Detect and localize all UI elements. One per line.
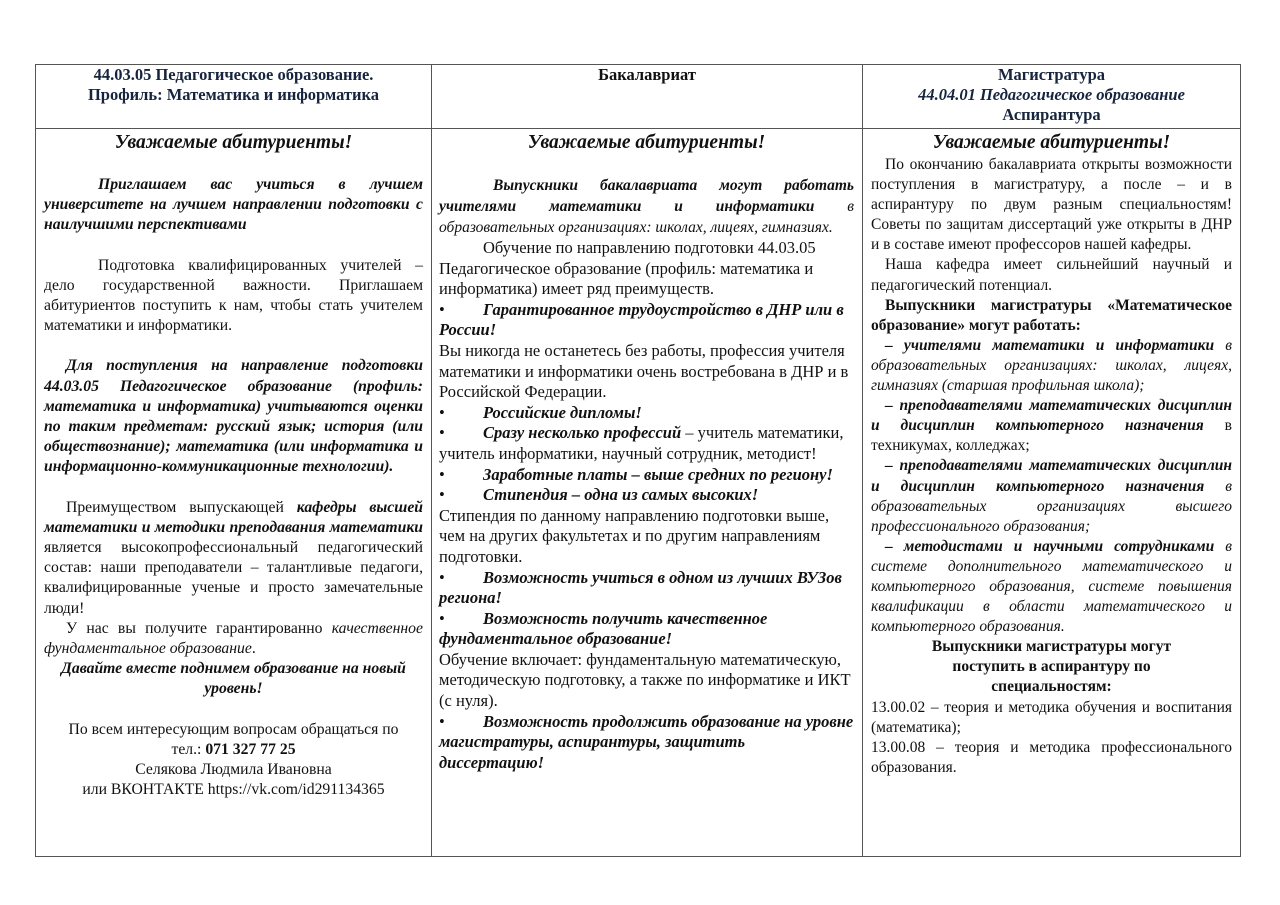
role-3-detail: в образовательных организациях высшего профессионального образования; [871,477,1232,535]
greeting-col2: Уважаемые абитуриенты! [527,132,766,153]
header-bachelor-label: Бакалавриат [598,65,696,84]
advantage-prefix: Преимуществом выпускающей [66,498,297,516]
bullet-3-content [439,423,854,464]
bullet-item-7 [439,609,854,650]
bullet-1-text: Вы никогда не останетесь без работы, профессия учителя математики и информатики очень востребована в ДНР и в Российской Федерации. [439,340,849,402]
contact-vk: или ВКОНТАКТЕ https://vk.com/id291134365 [82,781,385,799]
bullet-item-6 [439,568,854,609]
call-text: Давайте вместе поднимем образование на новый уровень! [61,660,406,698]
header-master-line3: Аспирантура [1002,105,1101,124]
greeting-col3: Уважаемые абитуриенты! [932,132,1171,153]
info-table [35,64,1241,857]
bullet-4-marker: • [439,464,445,484]
bullet-7-marker: • [439,608,445,628]
header-master-line2: 44.04.01 Педагогическое образование [918,85,1185,104]
grads-italic: в образовательных организациях: школах, лицеях, гимназиях. [439,198,854,236]
header-profile [36,65,432,129]
guarantee-italic: качественное фундаментальное образование [44,619,423,658]
grads-text [439,175,854,238]
contact-phone: 071 327 77 25 [205,740,296,758]
role-1 [871,336,1232,396]
advantage-rest: является высокопрофессиональный педагогический состав: наши преподаватели – талантливые педагоги, квалифицированные ученые и просто замечательные люди! [44,539,423,617]
training-text: Подготовка квалифицированных учителей – дело государственной важности. Приглашаем абитуриентов поступить к нам, чтобы стать учителем математики и информатики. [44,256,423,335]
contact-phone-label: тел.: [171,740,206,758]
column-master [863,129,1241,857]
potential-text: Наша кафедра имеет сильнейший научный и педагогический потенциал. [871,256,1232,294]
bullet-6-marker: • [439,567,445,587]
bullet-3-marker: • [439,423,445,443]
bullet-3-text: – учитель математики, учитель информатики, научный сотрудник, методист! [439,423,844,463]
bullet-item-2 [439,403,854,424]
grads-bold: Выпускники бакалавриата могут работать учителями математики и информатики [439,177,854,215]
specialty-2: 13.00.08 – теория и методика профессионального образования. [871,738,1232,776]
header-bachelor [432,65,863,129]
admission-text: Для поступления на направление подготовки 44.03.05 Педагогическое образование (профиль: математика и информатика) учитываются оценки по таким предметам: русский язык; история (или обществознание); математика (или информатика и информационно-коммуникационные технологии). [44,357,423,476]
bullet-6-title: Возможность учиться в одном из лучших ВУЗов региона! [439,567,842,608]
role-1-title: – учителями математики и информатики [885,336,1215,354]
content-row [36,129,1241,857]
role-3 [871,456,1232,536]
bullet-3-title: Сразу несколько профессий [483,423,682,443]
aspirantura-text: Выпускники магистратуры могут поступить в аспирантуру по специальностям: [931,638,1172,696]
contact-name: Селякова Людмила Ивановна [135,761,332,779]
bullet-1-title: Гарантированное трудоустройство в ДНР или в России! [439,299,844,340]
bullet-1-marker: • [439,299,445,319]
bullet-7-text: Обучение включает: фундаментальную математическую, методическую подготовку, а также по информатике и ИКТ (с нуля). [439,649,851,711]
bullet-item-8 [439,712,854,774]
greeting-col1: Уважаемые абитуриенты! [114,132,353,153]
bullet-item-3 [439,423,854,464]
bullet-8-marker: • [439,711,445,731]
contact-line1: По всем интересующим вопросам обращаться по [68,720,399,738]
contact-phone-line [44,740,423,760]
guarantee-end: . [251,640,256,658]
role-1-detail: в образовательных организациях: школах, лицеях, гимназиях (старшая профильная школа); [871,336,1232,395]
bullet-7-title: Возможность получить качественное фундаментальное образование! [439,608,768,649]
role-3-title: – преподавателями математических дисциплин и дисциплин компьютерного назначения [871,457,1232,495]
role-4-title: – методистами и научными сотрудниками [885,537,1215,555]
header-profile-line2: Профиль: Математика и информатика [87,85,380,104]
role-2-title: – преподавателями математических дисциплин и дисциплин компьютерного назначения [871,397,1232,435]
advantage-dept: кафедры высшей математики и методики преподавания математики [44,498,424,536]
bullet-2-title: Российские дипломы! [483,402,642,422]
bullet-8-title: Возможность продолжить образование на уровне магистратуры, аспирантуры, защитить диссертацию! [439,711,854,772]
role-2-detail: в техникумах, колледжах; [871,417,1232,455]
bullet-item-4 [439,465,854,486]
bullet-2-marker: • [439,402,445,422]
role-4-detail: в системе дополнительного математического и компьютерного образования, системе повышения квалификации в области математического и компьютерного образования. [871,537,1232,636]
header-row [36,65,1241,129]
role-2 [871,396,1232,456]
bullet-item-1 [439,300,854,341]
after-bachelor-text: По окончанию бакалавриата открыты возможности поступления в магистратуру, а после – и в аспирантуру по двум разным специальностям! Советы по защитам диссертаций уже открыты в ДНР и в составе имеют профессоров нашей кафедры. [871,156,1232,254]
header-master [863,65,1241,129]
bullet-5-title: Стипендия – одна из самых высоких! [483,485,759,505]
bullet-5-marker: • [439,485,445,505]
grads-work-text: Выпускники магистратуры «Математическое образование» могут работать: [871,296,1232,334]
column-bachelor [432,129,863,857]
guarantee-text [44,619,423,659]
study-text: Обучение по направлению подготовки 44.03.05 Педагогическое образование (профиль: математика и информатика) имеет ряд преимуществ. [439,238,816,299]
bullet-item-5 [439,485,854,506]
bullet-5-text: Стипендия по данному направлению подготовки выше, чем на других факультетах и по другим направлениям подготовки. [439,505,830,566]
bullet-4-title: Заработные платы – выше средних по региону! [483,464,833,484]
header-profile-line1: 44.03.05 Педагогическое образование. [93,65,374,84]
guarantee-prefix: У нас вы получите гарантированно [66,619,332,637]
contact-block [44,720,423,801]
advantage-text [44,498,423,619]
header-master-line1: Магистратура [997,65,1106,84]
invite-text: Приглашаем вас учиться в лучшем университете на лучшем направлении подготовки с наилучшими перспективами [44,176,423,234]
specialty-1: 13.00.02 – теория и методика обучения и воспитания (математика); [871,698,1232,736]
column-profile [36,129,432,857]
role-4 [871,537,1232,637]
